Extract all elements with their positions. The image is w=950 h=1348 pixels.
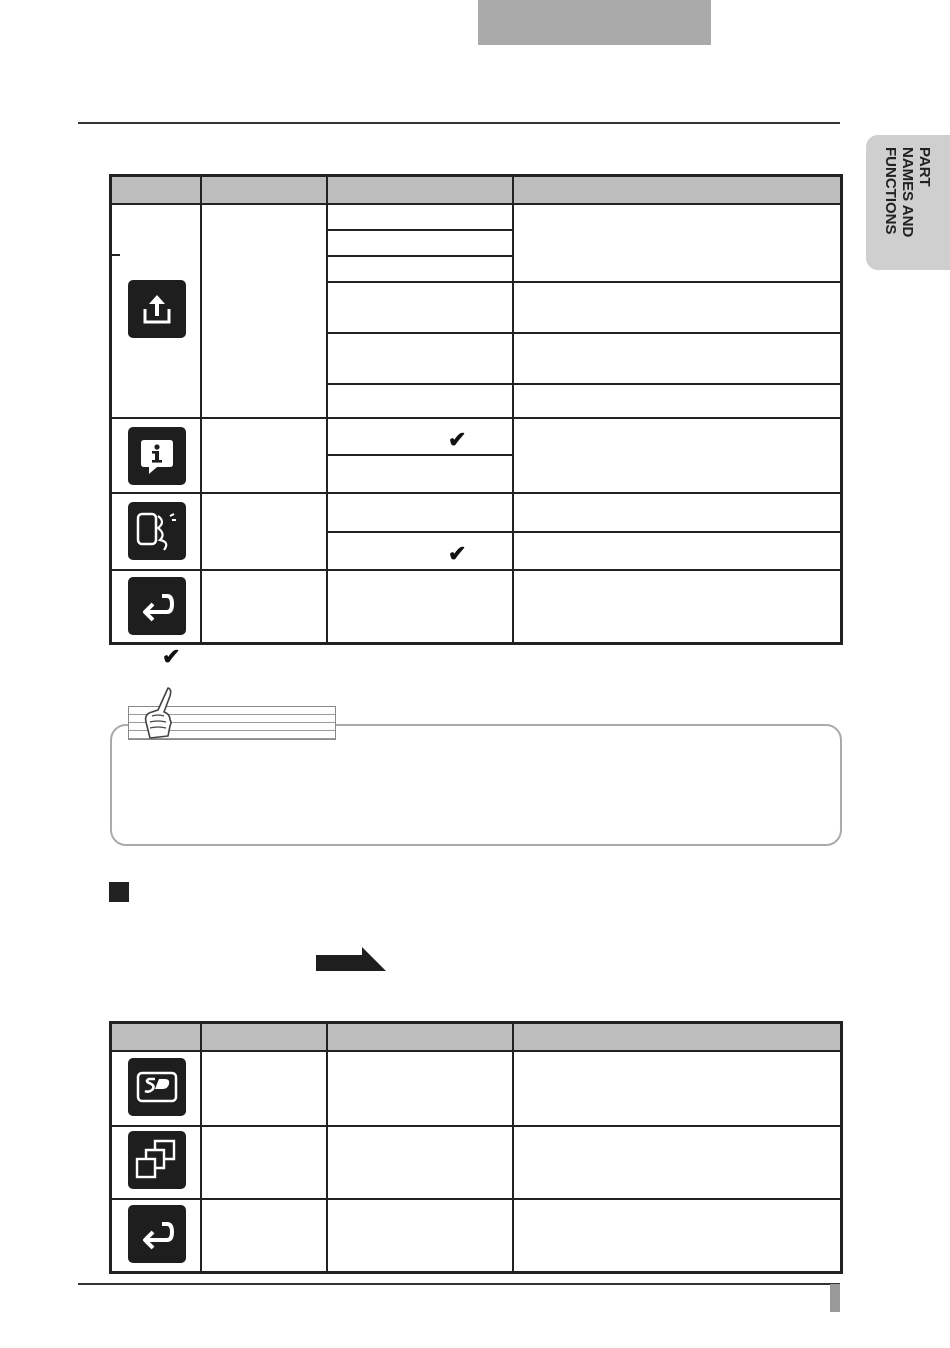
table-header	[112, 1024, 840, 1052]
column-divider	[326, 1024, 328, 1271]
column-divider	[512, 1024, 514, 1271]
copy-icon	[128, 1131, 186, 1189]
row-divider	[326, 454, 512, 456]
row-divider	[326, 332, 840, 334]
speech-icon	[128, 502, 186, 560]
check-icon: ✔	[448, 427, 467, 452]
row-divider	[112, 254, 120, 256]
note-box	[110, 724, 842, 846]
info-icon	[128, 427, 186, 485]
column-divider	[326, 177, 328, 642]
row-divider	[112, 492, 840, 494]
menu-table	[109, 1021, 843, 1274]
sd-card-icon	[128, 1058, 186, 1116]
section-tab[interactable]	[866, 135, 950, 270]
row-divider	[112, 1198, 840, 1200]
section-tab-label: PART NAMES AND FUNCTIONS	[882, 147, 933, 238]
column-divider	[512, 177, 514, 642]
footnote-check-icon: ✔	[162, 644, 181, 669]
row-divider	[112, 1125, 840, 1127]
page-marker	[830, 1284, 840, 1312]
section-bullet	[109, 882, 129, 902]
pointing-hand-icon	[140, 686, 180, 740]
header-bar	[478, 0, 711, 45]
row-divider	[112, 417, 840, 419]
row-divider	[326, 383, 840, 385]
return-icon	[128, 577, 186, 635]
table-header	[112, 177, 840, 205]
footer-rule	[78, 1283, 840, 1285]
row-divider	[326, 531, 840, 533]
row-divider	[326, 229, 512, 231]
check-icon: ✔	[448, 541, 467, 566]
arrow-right-icon	[316, 947, 386, 973]
row-divider	[112, 569, 840, 571]
column-divider	[200, 1024, 202, 1271]
return-icon	[128, 1205, 186, 1263]
menu-table	[109, 174, 843, 645]
column-divider	[200, 177, 202, 642]
row-divider	[326, 281, 840, 283]
upload-icon	[128, 280, 186, 338]
header-rule	[78, 122, 840, 124]
row-divider	[326, 255, 512, 257]
